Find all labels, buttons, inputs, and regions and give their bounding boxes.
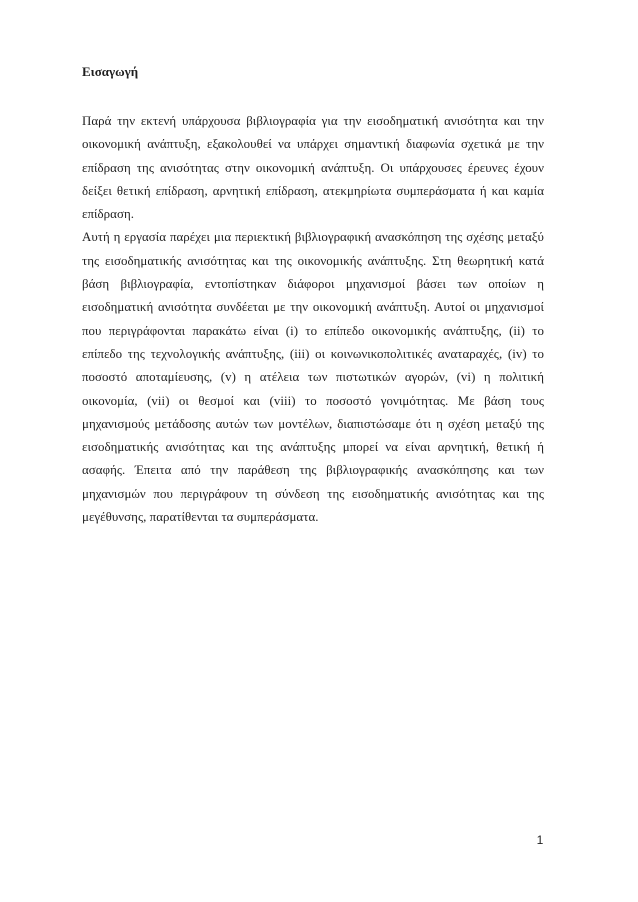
section-heading: Εισαγωγή	[82, 64, 139, 79]
page-content	[82, 64, 544, 529]
paragraph-2: Αυτή η εργασία παρέχει μια περιεκτική βιβλιογραφική ανασκόπηση της σχέσης μεταξύ της εισοδηματικής ανισότητας και της οικονομικής ανάπτυξης. Στη θεωρητική κατά βάση βιβλιογραφία, εντοπίστηκαν διάφοροι μηχανισμοί βάσει των οποίων η εισοδηματική ανισότητα συνδέεται με την οικονομική ανάπτυξη. Αυτοί οι μηχανισμοί που περιγράφονται παρακάτω είναι (i) το επίπεδο οικονομικής ανάπτυξης, (ii) το επίπεδο της τεχνολογικής ανάπτυξης, (iii) οι κοινωνικοπολιτικές αναταραχές, (iv) το ποσοστό αποταμίευσης, (v) η ατέλεια των πιστωτικών αγορών, (vi) η πολιτική οικονομία, (vii) οι θεσμοί και (viii) το ποσοστό γονιμότητας. Με βάση τους μηχανισμούς μετάδοσης αυτών των μοντέλων, διαπιστώσαμε ότι η σχέση μεταξύ της εισοδηματικής ανισότητας και της ανάπτυξης μπορεί να είναι αρνητική, θετική ή ασαφής. Έπειτα από την παράθεση της βιβλιογραφικής ανασκόπησης και των μηχανισμών που περιγράφουν τη σύνδεση της εισοδηματικής ανισότητας και της μεγέθυνσης, παρατίθενται τα συμπεράσματα.	[82, 230, 544, 525]
paragraph-1: Παρά την εκτενή υπάρχουσα βιβλιογραφία για την εισοδηματική ανισότητα και την οικονομική ανάπτυξη, εξακολουθεί να υπάρχει σημαντική διαφωνία σχετικά με την επίδραση της ανισότητας στην οικονομική ανάπτυξη. Οι υπάρχουσες έρευνες έχουν δείξει θετική επίδραση, αρνητική επίδραση, ατεκμηρίωτα συμπεράσματα ή και καμία επίδραση.	[82, 114, 544, 222]
page-number: 1	[536, 833, 544, 847]
